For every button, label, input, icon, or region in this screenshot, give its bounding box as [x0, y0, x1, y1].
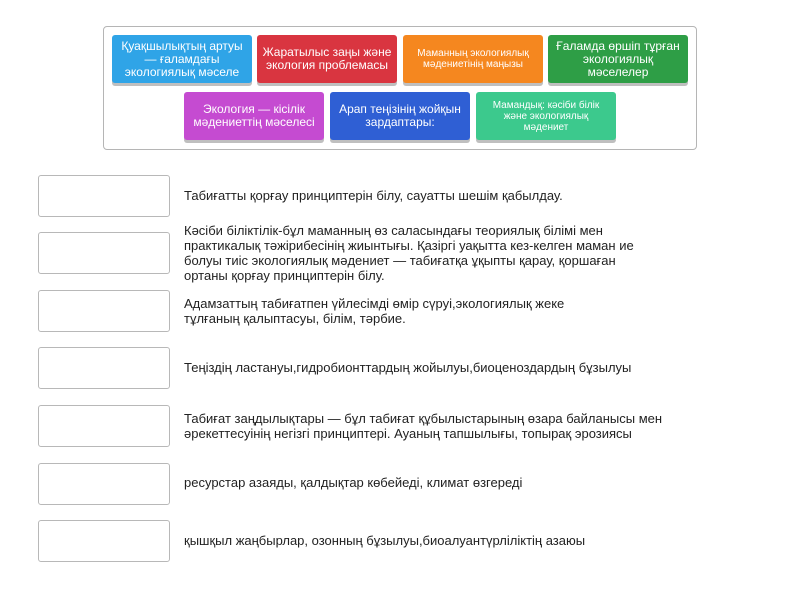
drop-zone[interactable] [38, 290, 170, 332]
answer-tile[interactable] [112, 35, 252, 83]
answer-tile[interactable] [548, 35, 688, 83]
description-text: қышқыл жаңбырлар, озонның бұзылуы,биоалуантүрліліктің азаюы [184, 533, 586, 548]
answer-tile-label: Жаратылыс заңы және экология проблемасы [262, 45, 392, 72]
answer-tile-label: Маманның экологиялық мәдениетінің маңызы [417, 48, 529, 70]
answer-tile[interactable] [476, 92, 616, 140]
drop-zone[interactable] [38, 463, 170, 505]
description-text: Теңіздің ластануы,гидробионттардың жойылуы,биоценоздардың бұзылуы [184, 360, 632, 375]
drop-zone[interactable] [38, 175, 170, 217]
description-text: Адамзаттың табиғатпен үйлесімді өмір сүруі,экологиялық жеке тұлғаның қалыптасуы, білім, тәрбие. [184, 296, 565, 326]
answer-tile-label: Арап теңізінің жойқын зардаптары: [339, 102, 461, 129]
description-text: Табиғатты қорғау принциптерін білу, сауатты шешім қабылдау. [184, 188, 563, 203]
drop-zone[interactable] [38, 520, 170, 562]
answer-tile[interactable] [330, 92, 470, 140]
drop-zone[interactable] [38, 232, 170, 274]
answer-tile[interactable] [184, 92, 324, 140]
answer-tile-label: Ғаламда өршіп тұрған экологиялық мәселелер [556, 38, 680, 79]
description-text: Табиғат заңдылықтары — бұл табиғат құбылыстарының өзара байланысы мен әрекеттесуінің негізгі принциптері. Ауаның тапшылығы, топырақ эрозиясы [184, 411, 663, 441]
drop-zone[interactable] [38, 405, 170, 447]
description-text: Кәсіби біліктілік-бұл маманның өз саласындағы теориялық білімі мен практикалық тәжірибесінің жиынтығы. Қазіргі уақытта кез-келген маман ие болуы тиіс экологиялық мәдениет — табиғатқа ұқыпты қарау, қоршаған ортаны қорғау принциптерін білу. [184, 223, 634, 283]
answer-bank [103, 26, 697, 150]
description-text: ресурстар азаяды, қалдықтар көбейеді, климат өзгереді [184, 475, 523, 490]
answer-tile[interactable] [403, 35, 543, 83]
answer-tile[interactable] [257, 35, 397, 83]
answer-tile-label: Мамандық: кәсіби білік және экологиялық мәдениет [492, 99, 600, 133]
answer-tile-label: Экология — кісілік мәдениеттің мәселесі [193, 102, 315, 129]
answer-tile-label: Қуақшылықтың артуы — ғаламдағы экологиялық мәселе [121, 38, 243, 79]
drop-zone[interactable] [38, 347, 170, 389]
